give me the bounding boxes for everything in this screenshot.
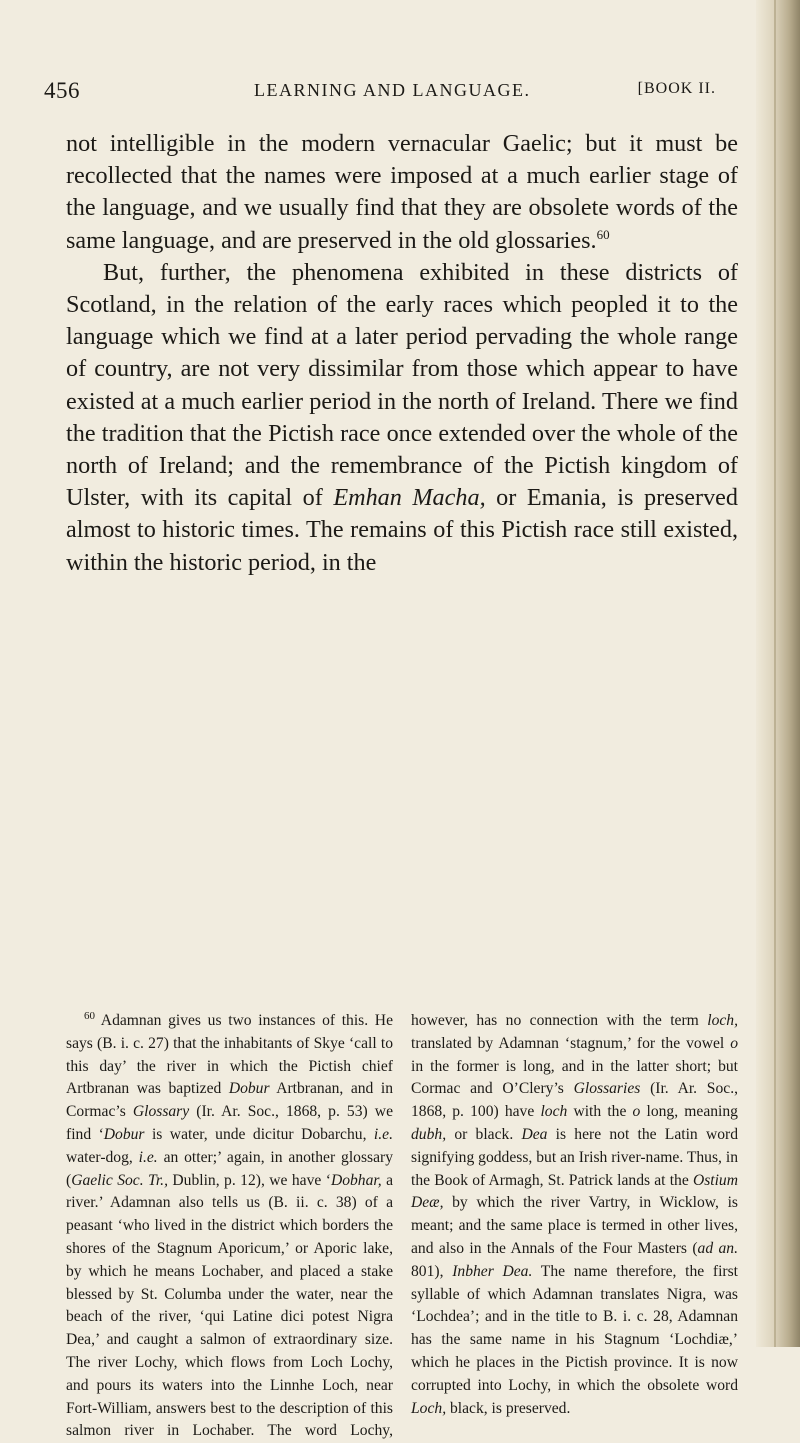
fn-italic-10: Glossaries (573, 1080, 641, 1098)
page-edge-shadow (756, 0, 800, 1347)
fn-italic-12: o (632, 1103, 641, 1121)
fn-text-3: (Ir. Ar. Soc., 1868, p. 53) we find ‘ (66, 1103, 393, 1143)
fn-text-19: black, is preserved. (446, 1399, 571, 1417)
page-number: 456 (44, 78, 80, 103)
fn-text-8: a river.’ Adamnan also tells us (B. ii. c. 38) of a peasant ‘who lived in the district which borders the shores of the Stagnum Aporicum,’ or Aporic lake, by which he means Lochaber, and placed a stake blessed by St. Columba under the water, near the beach of the river, ‘qui Latine dici potest Nigra Dea,’ and caught a salmon of extraordinary size. The river Lochy, which flows from Loch Lochy, and pours its waters into the Linnhe Loch, near Fort-William, answers best to the description of this salmon river in Lochaber. The word Lochy, however, has no connection with the term (66, 1012, 708, 1440)
fn-text-10: in the former is long, and in the latter short; but Cormac and O’Clery’s (411, 1057, 738, 1098)
fn-italic-18: Loch, (411, 1399, 447, 1417)
fn-italic-5: i.e. (138, 1148, 158, 1166)
fn-text-17: 801), (411, 1262, 453, 1280)
paragraph-2-text-a: But, further, the phenomena exhibited in these districts of Scotland, in the relation of the early races which peopled it to the language which we find at a later period pervading the whole range of country, are not very dissimilar from those which appear to have existed at a much earlier period in the north of Ireland. There we find the tradition that the Pictish race once extended over the whole of the north of Ireland; and the remembrance of the Pictish kingdom of Ulster, with its capital of (66, 258, 738, 512)
fn-italic-3: Dobur (103, 1125, 145, 1143)
fn-text-11: (Ir. Ar. Soc., 1868, p. 100) have (411, 1080, 738, 1121)
fn-text-12: with the (567, 1103, 633, 1121)
fn-text-18: The name therefore, the first syllable of which Adamnan translates Nigra, was ‘Lochdea’; and in the title to B. i. c. 28, Adamnan has the same name in his Stagnum ‘Lochdiæ,’ which he places in the Pictish province. It is now corrupted into Lochy, in which the obsolete word (411, 1262, 738, 1394)
running-header (44, 78, 716, 108)
fn-italic-2: Glossary (132, 1103, 190, 1121)
fn-text-13: long, meaning (640, 1103, 738, 1121)
fn-text-2: Artbranan, and in Cormac’s (66, 1080, 393, 1121)
fn-italic-14: Dea (521, 1125, 548, 1143)
fn-text-15: is here not the Latin word signifying goddess, but an Irish river-name. Thus, in the Book of Armagh, St. Patrick lands at the (411, 1125, 738, 1189)
fn-italic-8: loch, (707, 1012, 738, 1029)
main-text (66, 128, 738, 579)
fn-italic-11: loch (540, 1103, 568, 1121)
fn-italic-17: Inbher Dea. (452, 1262, 533, 1280)
fn-text-6: an otter;’ again, in another glossary ( (66, 1148, 393, 1189)
paragraph-1 (66, 128, 738, 257)
paragraph-2-italic-place: Emhan Macha, (333, 484, 486, 512)
fn-text-4: is water, unde dicitur Dobarchu, (144, 1125, 374, 1143)
paragraph-1-text: not intelligible in the modern vernacular Gaelic; but it must be recollected that the names were imposed at a much earlier stage of the language, and we usually find that they are obsolete words of the same language, and are preserved in the old glossaries. (66, 130, 738, 254)
footnote-ref-60: 60 (596, 226, 610, 242)
book-label: [BOOK II. (637, 80, 716, 97)
running-title: LEARNING AND LANGUAGE. (254, 80, 531, 100)
fn-italic-7: Dobhar, (330, 1171, 382, 1189)
fn-italic-4: i.e. (373, 1125, 393, 1143)
fn-italic-15: Ostium Deæ, (411, 1171, 738, 1212)
footnote-paragraph (66, 1010, 738, 1443)
fn-italic-1: Dobur (228, 1080, 270, 1098)
paragraph-2 (66, 257, 738, 579)
fn-italic-6: Gaelic Soc. Tr., (71, 1171, 168, 1189)
fn-italic-13: dubh, (411, 1125, 447, 1143)
fn-text-1: Adamnan gives us two instances of this. He says (B. i. c. 27) that the inhabitants of Skye ‘call to this day’ the river in which the Pictish chief Artbranan was baptized (66, 1012, 393, 1098)
fn-text-7: Dublin, p. 12), we have ‘ (167, 1171, 331, 1189)
footnote-60 (66, 1010, 738, 1443)
fn-italic-9: o (730, 1034, 738, 1052)
paragraph-2-text-b: or Emania, is preserved almost to historic times. The remains of this Pictish race still existed, within the historic period, in the (66, 484, 738, 576)
footnote-number: 60 (84, 1010, 95, 1022)
fn-text-9: translated by Adamnan ‘stagnum,’ for the vowel (411, 1034, 731, 1052)
fn-italic-16: ad an. (697, 1239, 739, 1257)
fn-text-14: or black. (446, 1125, 522, 1143)
fn-text-5: water-dog, (66, 1148, 139, 1166)
fn-text-16: by which the river Vartry, in Wicklow, is meant; and the same place is termed in other lives, and also in the Annals of the Four Masters ( (411, 1194, 738, 1257)
